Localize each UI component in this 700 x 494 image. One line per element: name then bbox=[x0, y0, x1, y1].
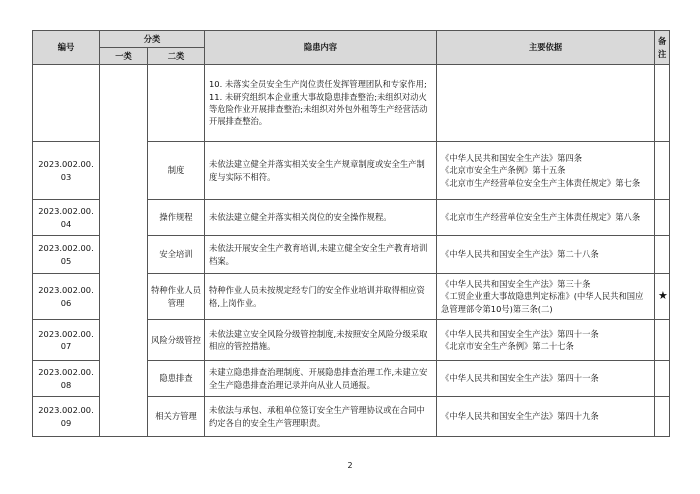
content-cell: 未依法开展安全生产教育培训,未建立健全安全生产教育培训档案。 bbox=[205, 236, 437, 274]
header-basis: 主要依据 bbox=[437, 31, 655, 65]
content-cell: 未依法与承包、承租单位签订安全生产管理协议或在合同中约定各自的安全生产管理职责。 bbox=[205, 397, 437, 437]
content-line: 10. 未落实全员安全生产岗位责任发挥管理团队和专家作用; bbox=[209, 79, 427, 90]
basis-line: 《中华人民共和国安全生产法》第四十九条 bbox=[441, 411, 599, 422]
note-cell bbox=[655, 397, 670, 437]
basis-cell bbox=[437, 361, 655, 397]
content-cell bbox=[205, 65, 437, 142]
hazard-table bbox=[32, 30, 670, 437]
note-cell bbox=[655, 142, 670, 200]
basis-line: 《中华人民共和国安全生产法》第三十条 bbox=[441, 278, 591, 289]
id-cell: 2023.002.00.05 bbox=[33, 236, 100, 274]
content-cell: 未依法建立健全并落实相关岗位的安全操作规程。 bbox=[205, 200, 437, 236]
content-cell: 未依法建立健全并落实相关安全生产规章制度或安全生产制度与实际不相符。 bbox=[205, 142, 437, 200]
note-cell bbox=[655, 65, 670, 142]
cat2-cell: 特种作业人员管理 bbox=[148, 274, 205, 320]
note-cell bbox=[655, 236, 670, 274]
cat1-cell bbox=[100, 65, 148, 437]
basis-cell bbox=[437, 236, 655, 274]
basis-line: 《中华人民共和国安全生产法》第四十一条 bbox=[441, 373, 599, 384]
basis-line: 《中华人民共和国安全生产法》第四条 bbox=[441, 152, 583, 163]
basis-line: 《北京市生产经营单位安全生产主体责任规定》第七条 bbox=[441, 177, 641, 188]
id-cell bbox=[33, 65, 100, 142]
basis-cell bbox=[437, 142, 655, 200]
cat2-cell: 操作规程 bbox=[148, 200, 205, 236]
id-cell: 2023.002.00.04 bbox=[33, 200, 100, 236]
page-number: 2 bbox=[347, 461, 353, 470]
basis-cell bbox=[437, 320, 655, 361]
basis-line: 《中华人民共和国安全生产法》第二十八条 bbox=[441, 249, 599, 260]
cat2-cell bbox=[148, 65, 205, 142]
basis-cell bbox=[437, 274, 655, 320]
basis-cell bbox=[437, 200, 655, 236]
header-id: 编号 bbox=[33, 31, 100, 65]
table-row bbox=[33, 65, 670, 142]
cat2-cell: 制度 bbox=[148, 142, 205, 200]
note-cell bbox=[655, 361, 670, 397]
id-cell: 2023.002.00.06 bbox=[33, 274, 100, 320]
table-header bbox=[33, 31, 670, 65]
content-cell: 未依法建立安全风险分级管控制度,未按照安全风险分级采取相应的管控措施。 bbox=[205, 320, 437, 361]
basis-line: 《中华人民共和国安全生产法》第四十一条 bbox=[441, 328, 599, 339]
note-cell: ★ bbox=[655, 274, 670, 320]
basis-cell bbox=[437, 397, 655, 437]
id-cell: 2023.002.00.08 bbox=[33, 361, 100, 397]
header-content: 隐患内容 bbox=[205, 31, 437, 65]
id-cell: 2023.002.00.09 bbox=[33, 397, 100, 437]
id-cell: 2023.002.00.07 bbox=[33, 320, 100, 361]
cat2-cell: 隐患排查 bbox=[148, 361, 205, 397]
header-cat2: 二类 bbox=[148, 48, 205, 65]
basis-line: 《北京市安全生产条例》第二十七条 bbox=[441, 341, 574, 351]
id-cell: 2023.002.00.03 bbox=[33, 142, 100, 200]
basis-line: 《北京市安全生产条例》第十五条 bbox=[441, 165, 566, 176]
cat2-cell: 安全培训 bbox=[148, 236, 205, 274]
content-line: 11. 未研究组织本企业重大事故隐患排查整治;未组织对动火等危险作业开展排查整治;未组织对外包外租等生产经营活动开展排查整治。 bbox=[209, 91, 428, 127]
header-cat1: 一类 bbox=[100, 48, 148, 65]
cat2-cell: 相关方管理 bbox=[148, 397, 205, 437]
basis-cell bbox=[437, 65, 655, 142]
note-cell bbox=[655, 200, 670, 236]
note-cell bbox=[655, 320, 670, 361]
basis-line: 《北京市生产经营单位安全生产主体责任规定》第八条 bbox=[441, 212, 641, 223]
cat2-cell: 风险分级管控 bbox=[148, 320, 205, 361]
header-note: 备注 bbox=[655, 31, 670, 65]
basis-line: 《工贸企业重大事故隐患判定标准》(中华人民共和国应急管理部令第10号)第三条(二) bbox=[441, 291, 644, 314]
content-cell: 未建立隐患排查治理制度、开展隐患排查治理工作,未建立安全生产隐患排查治理记录并向从业人员通报。 bbox=[205, 361, 437, 397]
header-category: 分类 bbox=[100, 31, 205, 48]
content-cell: 特种作业人员未按规定经专门的安全作业培训并取得相应资格,上岗作业。 bbox=[205, 274, 437, 320]
